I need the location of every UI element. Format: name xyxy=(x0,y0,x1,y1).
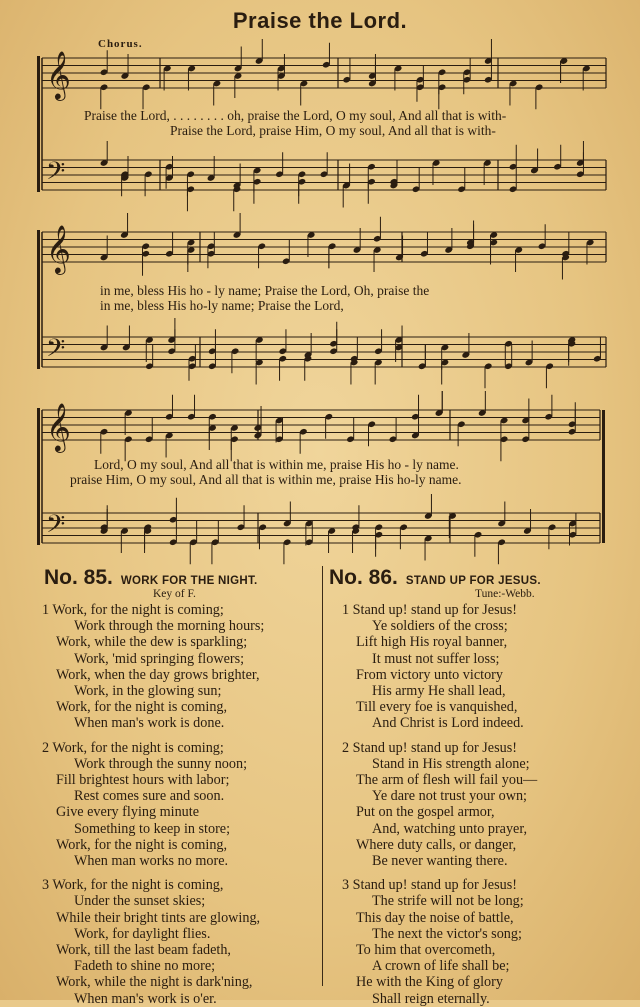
hymn86-line: He with the King of glory xyxy=(356,974,503,991)
hymn85-line: When man's work is o'er. xyxy=(74,990,217,1007)
bass-clef-icon: 𝄢 xyxy=(46,334,66,369)
hymn86-line: Where duty calls, or danger, xyxy=(356,836,517,853)
hymn86-line: Stand in His strength alone; xyxy=(372,755,530,772)
hymn85-line: Work, for the night is coming, xyxy=(56,836,228,853)
hymn86-line: The arm of flesh will fail you— xyxy=(356,772,538,789)
hymn-86-header xyxy=(329,566,541,590)
hymn85-line: Work through the sunny noon; xyxy=(74,755,248,772)
hymn-85-verses xyxy=(42,602,264,1007)
page-title: Praise the Lord. xyxy=(232,8,408,33)
chorus-label: Chorus. xyxy=(98,38,143,50)
system-1-bass-lyric: Praise the Lord, praise Him, O my soul, And all that is with- xyxy=(170,123,496,138)
hymn85-line: Work through the morning hours; xyxy=(74,618,265,635)
hymn85-line: 1 Work, for the night is coming; xyxy=(42,602,224,618)
hymn86-line: 2 Stand up! stand up for Jesus! xyxy=(342,739,517,756)
system-1-soprano-lyric: Praise the Lord, . . . . . . . . oh, praise the Lord, O my soul, And all that is with- xyxy=(84,108,507,123)
bass-clef-icon: 𝄢 xyxy=(46,157,66,192)
hymn86-line: Lift high His royal banner, xyxy=(356,634,508,651)
hymn86-line: 1 Stand up! stand up for Jesus! xyxy=(342,602,517,618)
treble-clef-icon: 𝄞 xyxy=(46,50,71,99)
hymn85-line: Work, when the day grows brighter, xyxy=(56,666,260,683)
hymn-86-tune: Tune:-Webb. xyxy=(475,588,535,600)
system-3-bass-lyric: praise Him, O my soul, And all that is within me, praise His ho-ly name. xyxy=(70,472,462,487)
hymn85-line: Fill brightest hours with labor; xyxy=(56,772,230,789)
hymn85-line: Rest comes sure and soon. xyxy=(74,788,225,805)
hymn86-line: From victory unto victory xyxy=(356,666,503,683)
system-2-soprano-lyric: in me, bless His ho - ly name; Praise the Lord, Oh, praise the xyxy=(100,283,430,298)
hymn85-line: Fadeth to shine no more; xyxy=(74,958,216,975)
hymn86-line: 3 Stand up! stand up for Jesus! xyxy=(342,877,517,894)
hymn-85-header xyxy=(44,566,258,590)
hymn85-line: Under the sunset skies; xyxy=(74,893,206,910)
hymn85-line: Work, while the dew is sparkling; xyxy=(56,634,248,651)
bass-clef-icon: 𝄢 xyxy=(46,510,66,545)
hymn86-line: The next the victor's song; xyxy=(372,925,522,942)
hymn85-line: 3 Work, for the night is coming, xyxy=(42,877,224,894)
hymn86-line: It must not suffer loss; xyxy=(372,650,500,667)
system-2-bass-lyric: in me, bless His ho-ly name; Praise the Lord, xyxy=(100,298,344,313)
hymn85-line: When man works no more. xyxy=(74,853,229,870)
hymn85-line: Work, while the night is dark'ning, xyxy=(56,974,253,991)
system-bracket xyxy=(37,56,40,192)
system-3-soprano-lyric: Lord, O my soul, And all that is within me, praise His ho - ly name. xyxy=(94,457,459,472)
hymn85-line: Give every flying minute xyxy=(56,804,200,821)
hymn86-line: A crown of life shall be; xyxy=(372,958,510,975)
hymn-85-number: No. 85. xyxy=(44,566,113,589)
system-bracket xyxy=(37,408,40,545)
hymn85-line: While their bright tints are glowing, xyxy=(56,909,261,926)
hymn86-line: This day the noise of battle, xyxy=(356,909,514,926)
hymn85-line: Work, in the glowing sun; xyxy=(74,683,222,700)
hymn85-line: Work, till the last beam fadeth, xyxy=(56,942,231,959)
hymn-86-verses xyxy=(342,602,537,1007)
hymn86-line: Till every foe is vanquished, xyxy=(356,699,518,716)
hymn-86-number: No. 86. xyxy=(329,566,398,589)
hymn85-line: Work, for the night is coming, xyxy=(56,699,228,716)
hymn86-line: The strife will not be long; xyxy=(372,893,524,910)
hymn86-line: His army He shall lead, xyxy=(372,683,506,700)
hymn85-line: When man's work is done. xyxy=(74,715,225,732)
hymn-85-key: Key of F. xyxy=(153,588,196,600)
hymn86-line: Be never wanting there. xyxy=(372,853,508,870)
system-bracket xyxy=(37,230,40,369)
hymn86-line: And Christ is Lord indeed. xyxy=(372,715,524,732)
hymn86-line: To him that overcometh, xyxy=(356,942,496,959)
hymn86-line: And, watching unto prayer, xyxy=(372,820,528,837)
treble-clef-icon: 𝄞 xyxy=(46,224,71,273)
hymn85-line: 2 Work, for the night is coming; xyxy=(42,739,224,756)
hymn86-line: Shall reign eternally. xyxy=(372,990,490,1007)
hymn85-line: Work, 'mid springing flowers; xyxy=(74,650,245,667)
hymn-85-title: WORK FOR THE NIGHT. xyxy=(120,575,258,587)
column-divider xyxy=(322,566,323,986)
hymn86-line: Ye dare not trust your own; xyxy=(372,788,528,805)
treble-clef-icon: 𝄞 xyxy=(46,402,71,451)
hymn86-line: Put on the gospel armor, xyxy=(356,804,495,821)
final-barline xyxy=(602,410,605,543)
hymn-86-title: STAND UP FOR JESUS. xyxy=(405,575,541,587)
hymn85-line: Something to keep in store; xyxy=(74,820,231,837)
hymn86-line: Ye soldiers of the cross; xyxy=(372,618,508,635)
hymn85-line: Work, for daylight flies. xyxy=(74,925,211,942)
